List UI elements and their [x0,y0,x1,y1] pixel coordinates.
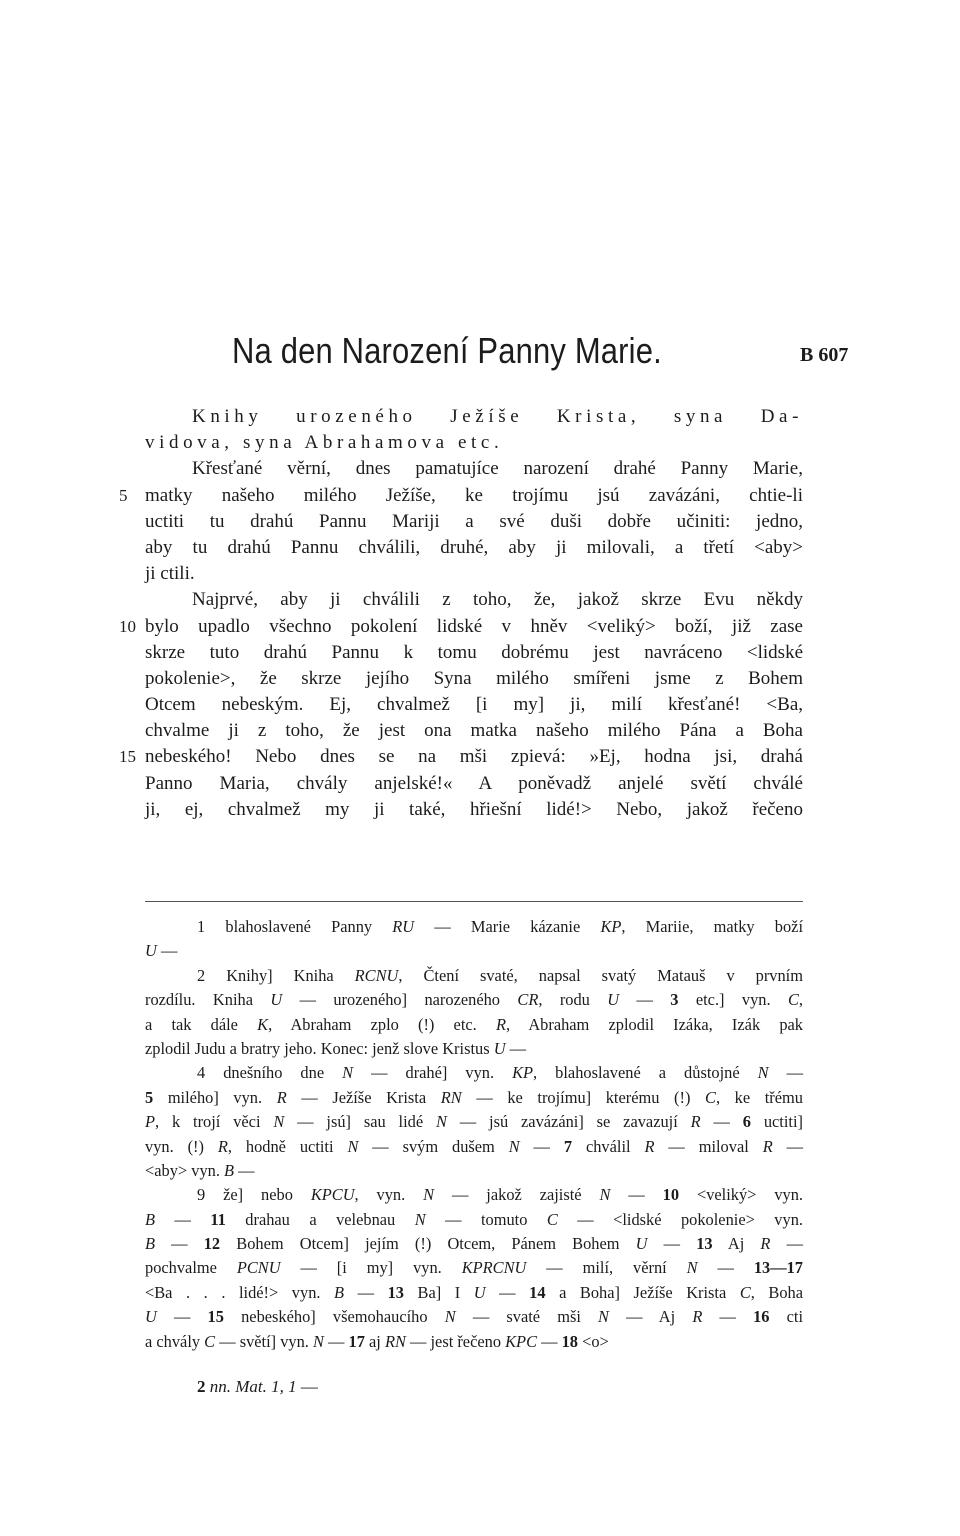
line-text: Najprvé, aby ji chválili z toho, že, jakož skrze Evu někdy [192,589,803,611]
footnote-divider [145,901,803,902]
text-line [119,744,803,770]
footnote-line: a chvály C — světí] vyn. N — 17 aj RN — jest řečeno KPC — 18 <o> [145,1331,609,1351]
footnote-line: pochvalme PCNU — [i my] vyn. KPRCNU — milí, věrní N — 13—17 [145,1258,803,1278]
page-title: Na den Narození Panny Marie. [232,330,662,371]
text-line [145,640,803,666]
line-text: chvalme ji z toho, že jest ona matka našeho milého Pána a Boha [145,720,803,742]
text-line [145,797,803,823]
footnote-line: 1 blahoslavené Panny RU — Marie kázanie KP, Mariie, matky boží [197,917,804,936]
footnotes [145,915,803,1354]
text-line [145,771,803,797]
footnote-line: <Ba . . . lidé!> vyn. B — 13 Ba] I U — 14 a Boha] Ježíše Krista C, Boha [145,1282,804,1302]
text-line [145,561,803,587]
line-text: Knihy urozeného Ježíše Krista, syna Da- [192,406,803,427]
line-number: 15 [119,747,136,767]
line-text: ji ctili. [145,563,195,585]
line-text: ji, ej, chvalmež my ji také, hřiešní lidé!> Nebo, jakož řečeno [145,798,803,820]
footnote-line: zplodil Judu a bratry jeho. Konec: jenž slove Kristus U — [145,1038,527,1058]
text-line [145,456,803,482]
page-reference: B 607 [800,344,849,366]
footnote-line: a tak dále K, Abraham zplo (!) etc. R, Abraham zplodil Izáka, Izák pak [145,1014,803,1034]
footnote-line: 2 Knihy] Kniha RCNU, Čtení svaté, napsal svatý Matauš v prvním [197,965,803,985]
line-text: pokolenie>, že skrze jejího Syna milého smířeni jsme z Bohem [145,667,803,689]
line-text: aby tu drahú Pannu chválili, druhé, aby ji milovali, a třetí <aby> [145,536,803,558]
line-text: Křesťané věrní, dnes pamatujíce narození drahé Panny Marie, [192,458,803,480]
footnote-line: vyn. (!) R, hodně uctiti N — svým dušem N — 7 chválil R — miloval R — [145,1136,803,1156]
text-line [145,587,803,613]
text-line [145,430,803,456]
text-line [145,404,803,430]
text-line [145,509,803,535]
line-text: skrze tuto drahú Pannu k tomu dobrému jest navráceno <lidské [145,641,803,663]
line-text: bylo upadlo všechno pokolení lidské v hněv <veliký> boží, již zase [145,615,803,637]
line-text: Panno Maria, chvály anjelské!« A poněvadž anjelé světí chválé [145,772,803,794]
footnote-line: U — [145,941,178,961]
footnote-line: B — 11 drahau a velebnau N — tomuto C — <lidské pokolenie> vyn. [145,1209,803,1229]
line-number: 10 [119,616,136,636]
text-line [145,718,803,744]
footnote-line: U — 15 nebeského] všemohaucího N — svaté mši N — Aj R — 16 cti [145,1307,803,1327]
bible-reference: 2 nn. Mat. 1, 1 — [197,1377,318,1396]
line-text: uctiti tu drahú Pannu Mariji a své duši dobře učiniti: jedno, [145,510,803,532]
main-text [119,404,803,823]
line-text: matky našeho milého Ježíše, ke trojímu jsú zavázáni, chtie-li [145,484,803,506]
text-line [145,692,803,718]
text-line [119,614,803,640]
text-line [145,666,803,692]
footnote-line: <aby> vyn. B — [145,1160,255,1180]
footnote-line: B — 12 Bohem Otcem] jejím (!) Otcem, Pánem Bohem U — 13 Aj R — [145,1234,803,1254]
footnote-line: 9 že] nebo KPCU, vyn. N — jakož zajisté N — 10 <veliký> vyn. [197,1185,803,1205]
footnote-line: 4 dnešního dne N — drahé] vyn. KP, blahoslavené a důstojné N — [197,1063,803,1083]
line-text: Otcem nebeským. Ej, chvalmež [i my] ji, milí křesťané! <Ba, [145,694,803,716]
line-text: vidova, syna Abrahamova etc. [145,432,504,454]
text-line [119,483,803,509]
footnote-line: P, k trojí věci N — jsú] sau lidé N — jsú zavázáni] se zavazují R — 6 uctiti] [145,1112,803,1132]
footnote-line: 5 milého] vyn. R — Ježíše Krista RN — ke trojímu] kterému (!) C, ke třému [145,1087,803,1107]
text-line [145,535,803,561]
line-number: 5 [119,485,128,505]
line-text: nebeského! Nebo dnes se na mši zpievá: »Ej, hodna jsi, drahá [145,746,803,768]
footnote-line: rozdílu. Kniha U — urozeného] narozeného CR, rodu U — 3 etc.] vyn. C, [145,990,804,1010]
